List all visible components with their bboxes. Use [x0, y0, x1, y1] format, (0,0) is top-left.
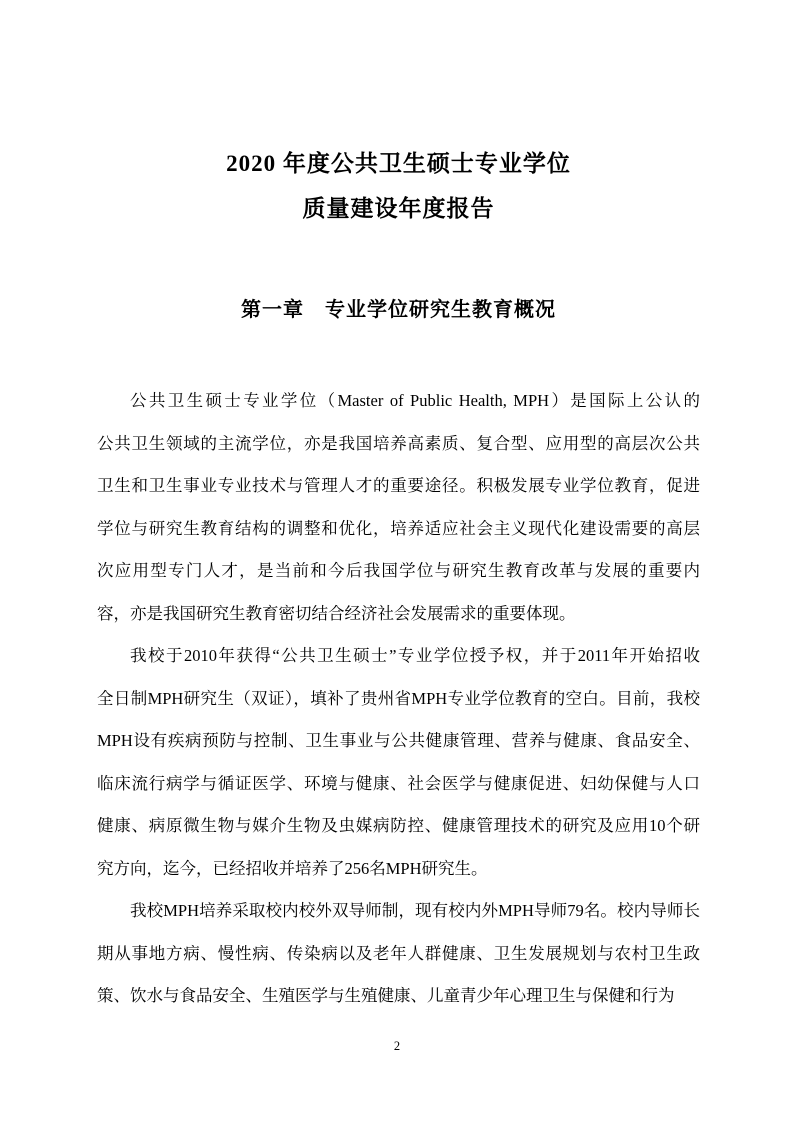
body-line: 我校MPH培养采取校内校外双导师制，现有校内外MPH导师79名。校内导师长: [130, 901, 700, 920]
paragraph: [97, 380, 700, 635]
body-line: 公共卫生硕士专业学位（Master of Public Health, MPH）是国际上公认的: [130, 391, 700, 410]
document-title-line-2: 质量建设年度报告: [302, 196, 495, 221]
chapter-heading: 第一章 专业学位研究生教育概况: [241, 299, 556, 321]
body-line: 全日制MPH研究生（双证），填补了贵州省MPH专业学位教育的空白。目前，我校: [97, 688, 700, 708]
paragraph: [97, 890, 700, 1018]
body-line: 策、饮水与食品安全、生殖医学与生殖健康、儿童青少年心理卫生与保健和行为: [97, 986, 675, 1005]
body-text: [97, 380, 700, 1018]
body-line: MPH设有疾病预防与控制、卫生事业与公共健康管理、营养与健康、食品安全、: [97, 731, 700, 750]
document-title: [97, 141, 700, 231]
body-line: 临床流行病学与循证医学、环境与健康、社会医学与健康促进、妇幼保健与人口: [97, 773, 700, 793]
page-footer: [0, 1038, 794, 1054]
body-line: 究方向，迄今，已经招收并培养了256名MPH研究生。: [97, 858, 488, 878]
paragraph: [97, 635, 700, 890]
body-line: 公共卫生领域的主流学位，亦是我国培养高素质、复合型、应用型的高层次公共: [97, 433, 700, 453]
page-number: 2: [393, 1039, 401, 1053]
document-title-line-1: 2020 年度公共卫生硕士专业学位: [226, 151, 571, 176]
body-line: 卫生和卫生事业专业技术与管理人才的重要途径。积极发展专业学位教育，促进: [97, 476, 700, 495]
page-content: [97, 0, 700, 1018]
body-line: 容，亦是我国研究生教育密切结合经济社会发展需求的重要体现。: [97, 603, 576, 623]
body-line: 健康、病原微生物与媒介生物及虫媒病防控、健康管理技术的研究及应用10个研: [97, 816, 700, 835]
body-line: 期从事地方病、慢性病、传染病以及老年人群健康、卫生发展规划与农村卫生政: [97, 943, 700, 963]
body-line: 次应用型专门人才，是当前和今后我国学位与研究生教育改革与发展的重要内: [97, 561, 700, 580]
body-line: 我校于2010年获得“公共卫生硕士”专业学位授予权，并于2011年开始招收: [130, 646, 700, 665]
body-line: 学位与研究生教育结构的调整和优化，培养适应社会主义现代化建设需要的高层: [97, 518, 700, 538]
